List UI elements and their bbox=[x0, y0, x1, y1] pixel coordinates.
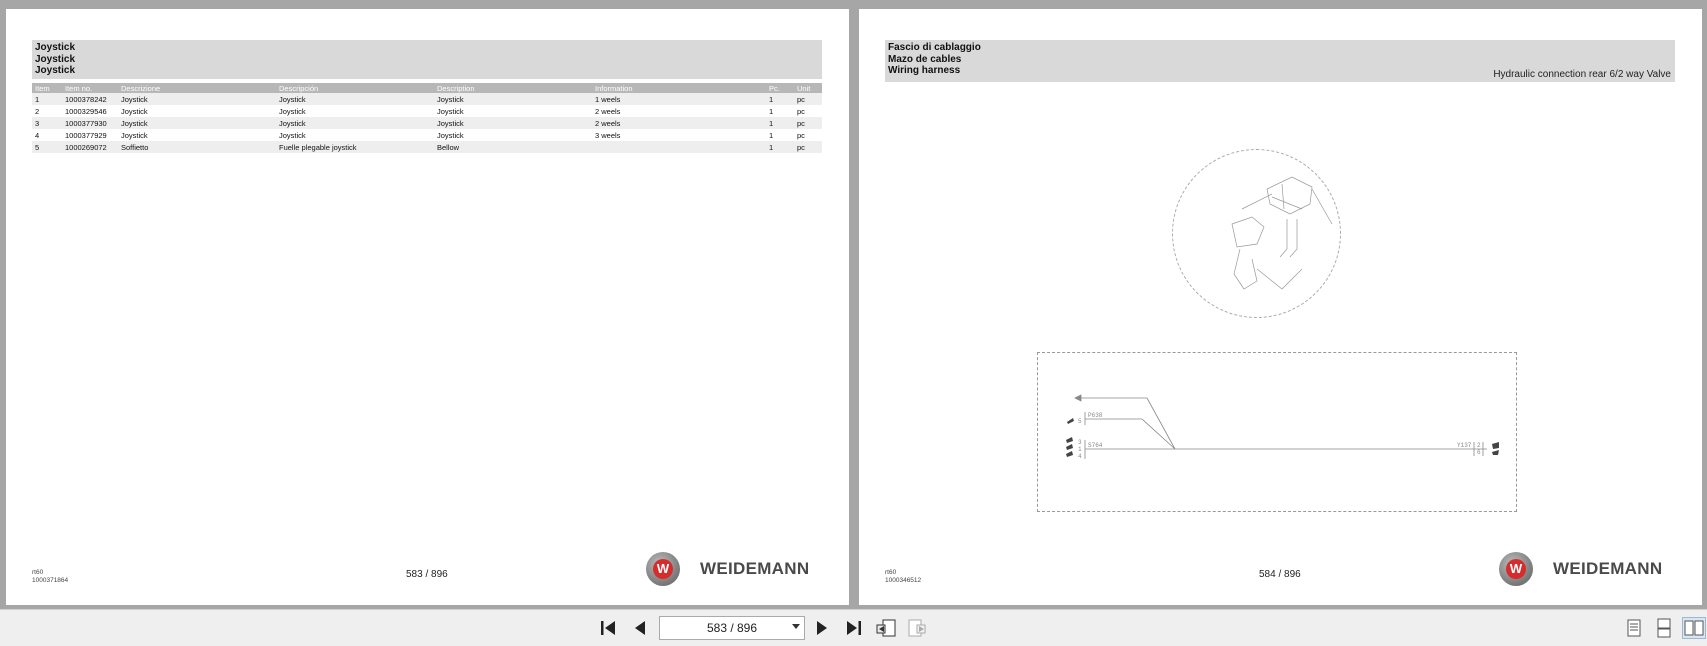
machine-location-sketch-icon bbox=[1172, 149, 1341, 318]
label-pin-3: 3 bbox=[1078, 439, 1082, 446]
first-page-icon[interactable] bbox=[596, 617, 620, 639]
cell-descrizione: Joystick bbox=[121, 106, 148, 116]
label-pin-4: 4 bbox=[1078, 453, 1082, 460]
table-row bbox=[32, 117, 822, 129]
col-header-item-no: Item no. bbox=[62, 83, 118, 93]
page-number-value: 583 / 896 bbox=[706, 621, 758, 635]
cell-unit: pc bbox=[797, 130, 805, 140]
cell-description: Bellow bbox=[434, 141, 592, 153]
table-row bbox=[32, 105, 822, 117]
continuous-view-icon[interactable] bbox=[1652, 617, 1676, 639]
cell-pc: 1 bbox=[766, 141, 794, 153]
cell-item: 5 bbox=[32, 141, 62, 153]
cell-item-no: 1000329546 bbox=[65, 106, 107, 116]
page-header bbox=[885, 40, 1675, 82]
label-pin-1: 1 bbox=[1078, 446, 1082, 453]
cell-descripcion: Joystick bbox=[279, 130, 306, 140]
page-number: 584 / 896 bbox=[1259, 569, 1301, 580]
go-back-icon[interactable] bbox=[874, 617, 898, 639]
footer-model: rt60 bbox=[32, 569, 44, 576]
cell-unit: pc bbox=[797, 106, 805, 116]
label-s764: S764 bbox=[1088, 442, 1103, 449]
left-page bbox=[6, 9, 849, 605]
cell-unit: pc bbox=[794, 93, 822, 105]
cell-pc: 1 bbox=[769, 130, 774, 140]
cell-descripcion: Fuelle plegable joystick bbox=[276, 141, 434, 153]
brand-name: WEIDEMANN bbox=[1553, 559, 1663, 578]
cell-information: 1 weels bbox=[592, 93, 766, 105]
single-page-view-icon[interactable] bbox=[1622, 617, 1646, 639]
cell-descripcion: Joystick bbox=[276, 117, 434, 129]
page-number-field[interactable] bbox=[659, 616, 805, 640]
cell-item: 4 bbox=[35, 130, 40, 140]
viewer-toolbar bbox=[0, 609, 1707, 646]
cell-item-no: 1000378242 bbox=[62, 93, 118, 105]
cell-description: Joystick bbox=[437, 106, 464, 116]
col-header-descripcion: Descripción bbox=[276, 83, 434, 93]
col-header-item: Item bbox=[32, 83, 62, 93]
cell-descrizione: Soffietto bbox=[118, 141, 276, 153]
footer-number: 1000346512 bbox=[885, 576, 922, 584]
footer-model: rt60 bbox=[885, 569, 897, 576]
table-header-row bbox=[32, 83, 822, 93]
label-pin-6: 6 bbox=[1477, 449, 1481, 456]
footer-doc-code bbox=[885, 569, 921, 584]
go-forward-icon[interactable] bbox=[906, 617, 930, 639]
parts-table bbox=[32, 83, 822, 153]
brand-name: WEIDEMANN bbox=[700, 559, 810, 578]
cell-pc: 1 bbox=[769, 106, 774, 116]
cell-unit: pc bbox=[794, 117, 822, 129]
location-detail-diagram bbox=[1172, 149, 1341, 318]
cell-information: 3 weels bbox=[595, 130, 621, 140]
cell-pc: 1 bbox=[766, 93, 794, 105]
chevron-down-icon[interactable] bbox=[792, 624, 800, 629]
next-page-icon[interactable] bbox=[810, 617, 834, 639]
cell-item-no: 1000377929 bbox=[65, 130, 107, 140]
cell-information: 2 weels bbox=[595, 106, 621, 116]
page-header bbox=[32, 40, 822, 79]
cell-item: 3 bbox=[32, 117, 62, 129]
table-row bbox=[32, 93, 822, 105]
cell-item: 1 bbox=[32, 93, 62, 105]
title-es: Joystick bbox=[35, 53, 76, 65]
page-subtitle: Hydraulic connection rear 6/2 way Valve bbox=[1493, 69, 1671, 80]
cell-item-no: 1000377930 bbox=[62, 117, 118, 129]
last-page-icon[interactable] bbox=[842, 617, 866, 639]
cell-descripcion: Joystick bbox=[279, 106, 306, 116]
right-page bbox=[859, 9, 1702, 605]
cell-descrizione: Joystick bbox=[121, 130, 148, 140]
footer-number: 1000371864 bbox=[32, 576, 69, 584]
cell-descripcion: Joystick bbox=[276, 93, 434, 105]
wiring-schematic bbox=[1037, 352, 1517, 512]
col-header-information: Information bbox=[592, 83, 766, 93]
col-header-unit: Unit bbox=[794, 83, 822, 93]
cell-descrizione: Joystick bbox=[118, 117, 276, 129]
previous-page-icon[interactable] bbox=[628, 617, 652, 639]
table-row bbox=[32, 141, 822, 153]
page-number: 583 / 896 bbox=[406, 569, 448, 580]
title-en: Wiring harness bbox=[888, 65, 961, 76]
cell-information: 2 weels bbox=[592, 117, 766, 129]
title-it: Joystick bbox=[35, 42, 76, 53]
title-it: Fascio di cablaggio bbox=[888, 42, 981, 53]
label-p638: P638 bbox=[1088, 412, 1103, 419]
col-header-pc: Pc. bbox=[766, 83, 794, 93]
label-pin-5: 5 bbox=[1078, 418, 1082, 425]
label-y137: Y137 bbox=[1457, 442, 1472, 449]
col-header-descrizione: Descrizione bbox=[118, 83, 276, 93]
cell-descrizione: Joystick bbox=[118, 93, 276, 105]
two-page-view-icon[interactable] bbox=[1682, 617, 1706, 639]
cell-item-no: 1000269072 bbox=[62, 141, 118, 153]
label-pin-2: 2 bbox=[1477, 442, 1481, 449]
cell-information bbox=[592, 141, 766, 153]
cell-pc: 1 bbox=[766, 117, 794, 129]
cell-description: Joystick bbox=[434, 117, 592, 129]
title-en: Joystick bbox=[35, 65, 76, 76]
table-row bbox=[32, 129, 822, 141]
cell-description: Joystick bbox=[434, 93, 592, 105]
cell-unit: pc bbox=[794, 141, 822, 153]
cell-item: 2 bbox=[35, 106, 40, 116]
cell-description: Joystick bbox=[437, 130, 464, 140]
title-es: Mazo de cables bbox=[888, 53, 962, 65]
weidemann-logo-icon: W bbox=[646, 552, 680, 586]
col-header-description: Description bbox=[434, 83, 592, 93]
weidemann-logo-icon: W bbox=[1499, 552, 1533, 586]
footer-doc-code bbox=[32, 569, 68, 584]
